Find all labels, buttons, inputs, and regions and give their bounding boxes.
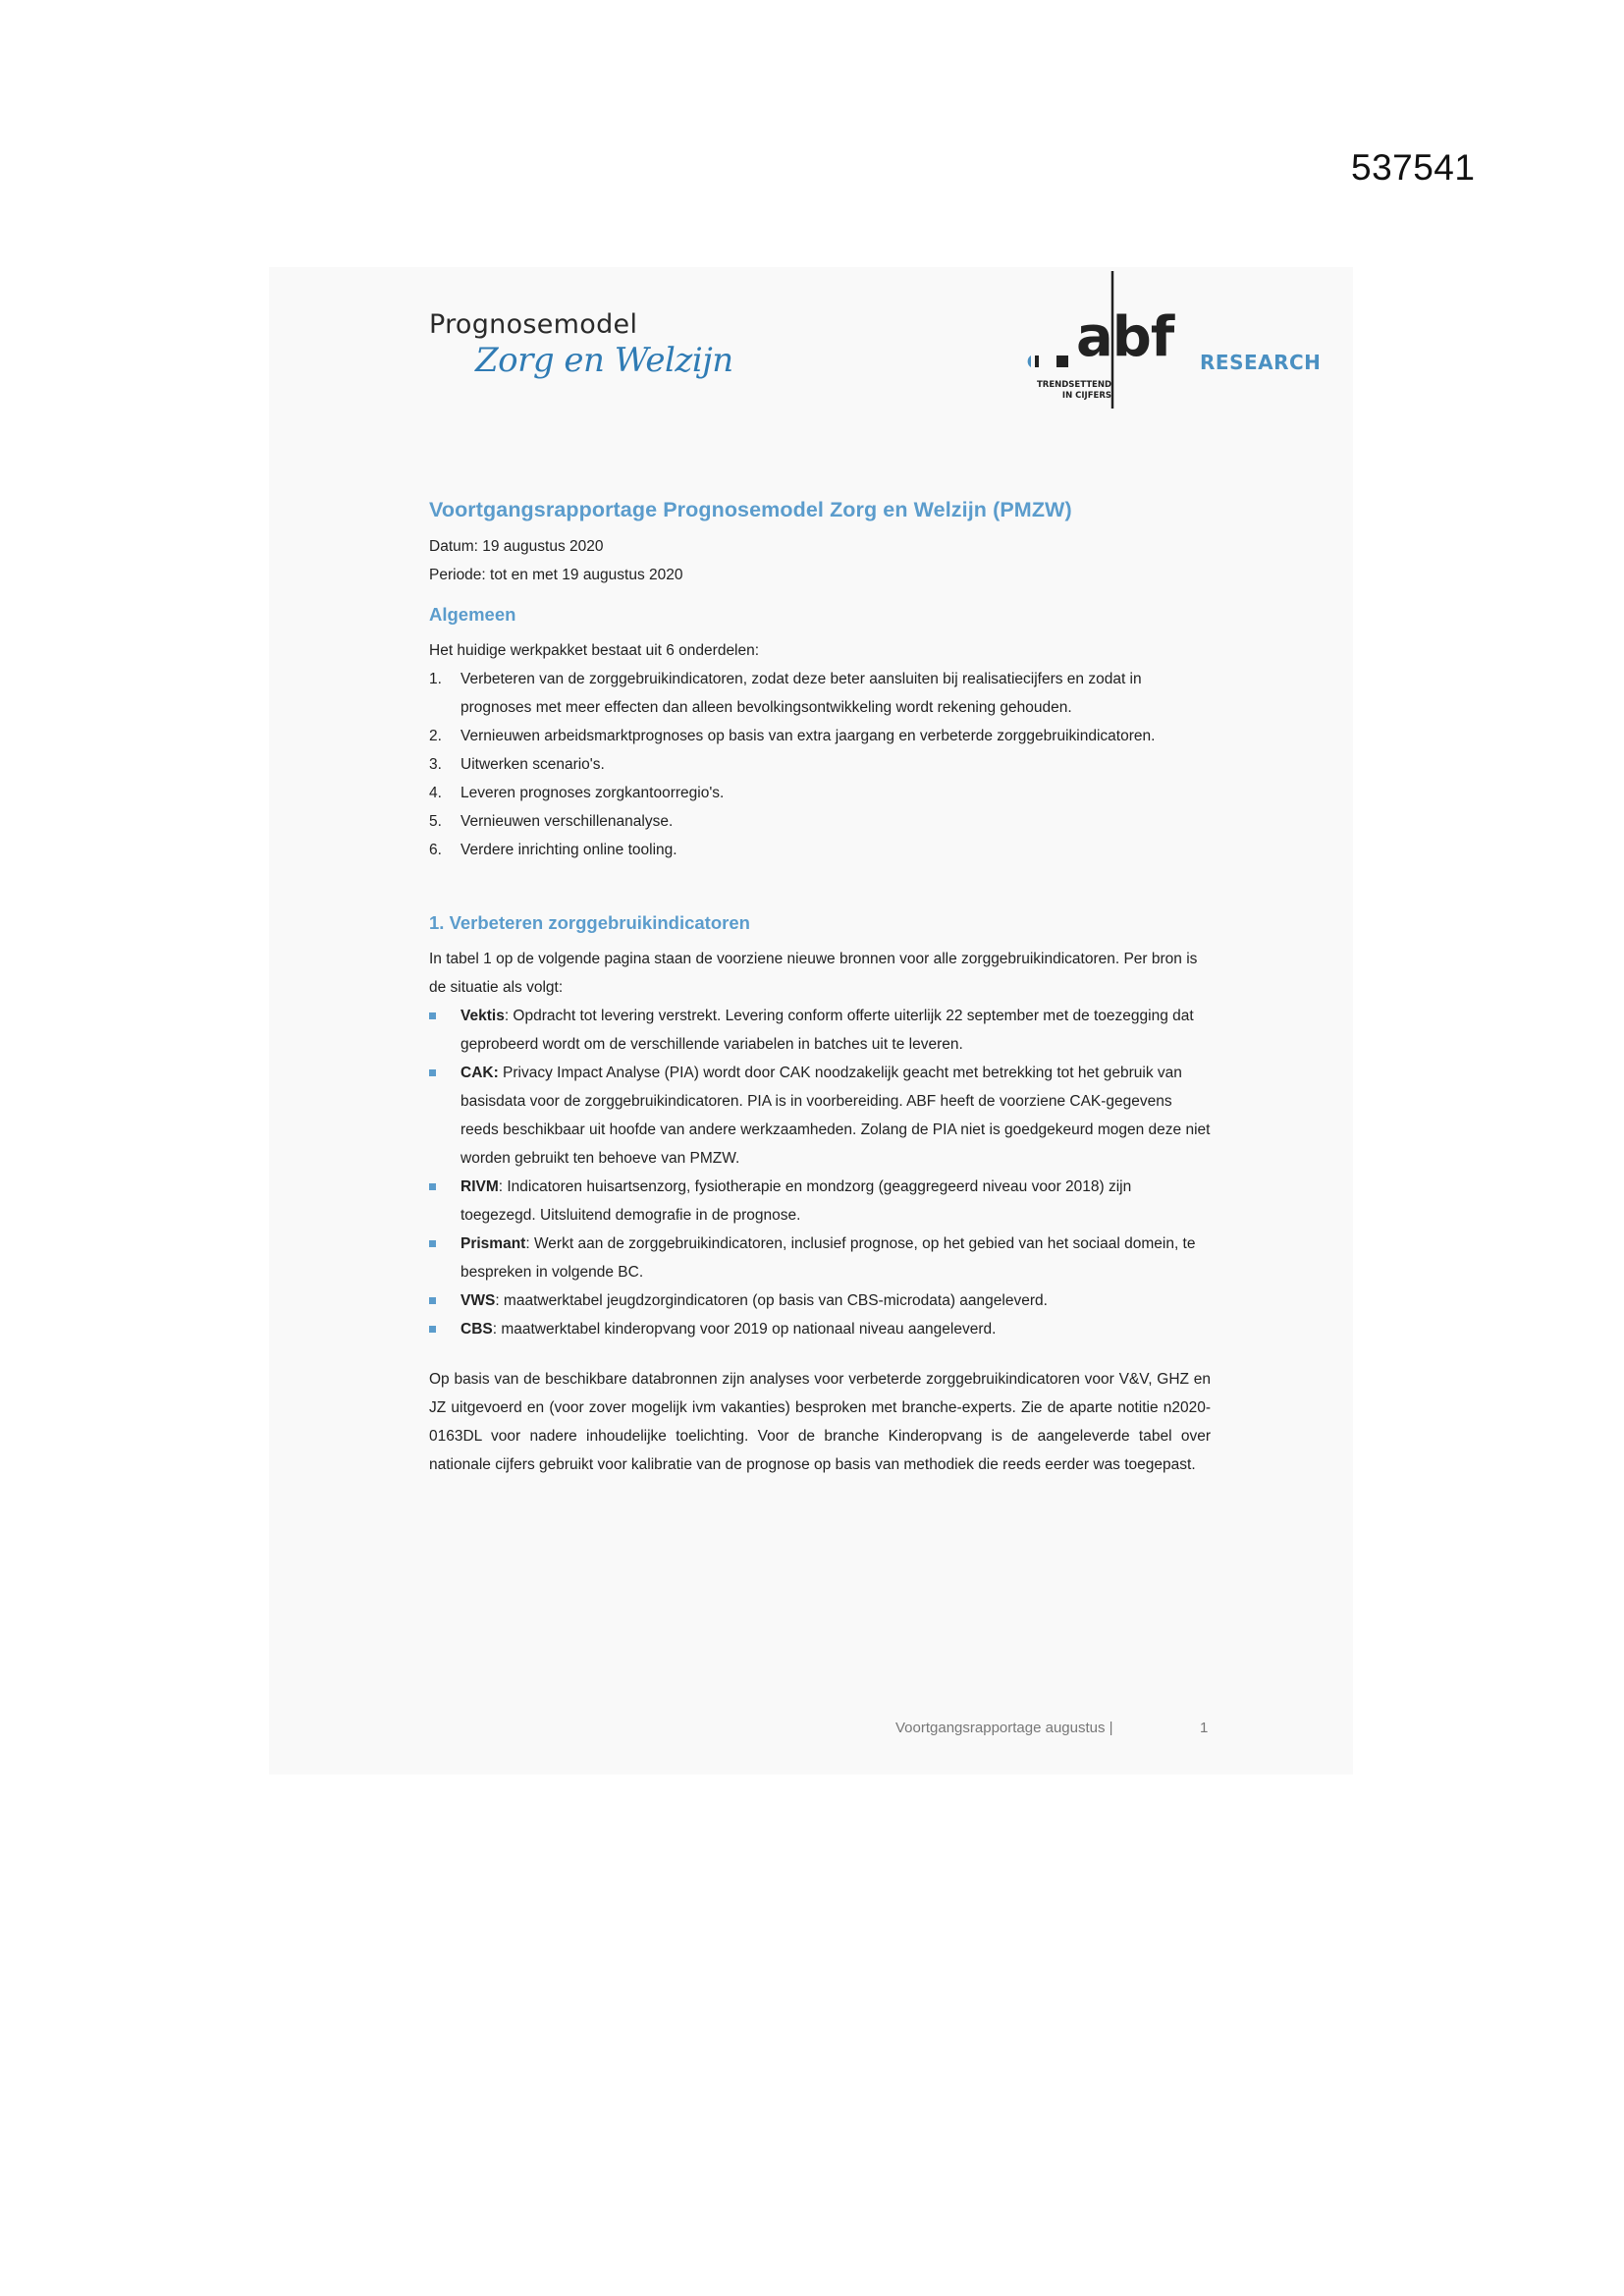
datum-line: Datum: 19 augustus 2020 — [429, 538, 604, 555]
pmzw-logo — [429, 309, 733, 380]
abf-tagline — [1021, 380, 1111, 402]
abf-research-label: RESEARCH — [1200, 351, 1322, 374]
list-item-text: Vernieuwen arbeidsmarktprognoses op basis van extra jaargang en verbeterde zorggebruikindicatoren. — [460, 728, 1156, 744]
source-status-list — [429, 1002, 1211, 1343]
list-item — [429, 722, 1211, 750]
document-title: Voortgangsrapportage Prognosemodel Zorg en Welzijn (PMZW) — [429, 498, 1072, 521]
list-item — [429, 807, 1211, 836]
meta-block — [429, 532, 1211, 589]
list-item — [429, 1002, 1211, 1059]
pmzw-logo-line1: Prognosemodel — [429, 309, 638, 340]
list-item-number: 4. — [429, 785, 442, 801]
source-text: : maatwerktabel jeugdzorgindicatoren (op basis van CBS-microdata) aangeleverd. — [495, 1292, 1048, 1309]
algemeen-intro: Het huidige werkpakket bestaat uit 6 onderdelen: — [429, 642, 760, 659]
list-item — [429, 1173, 1211, 1230]
square-bullet-icon — [429, 1069, 436, 1076]
source-label: Prismant — [460, 1235, 526, 1252]
list-item-number: 3. — [429, 756, 442, 773]
list-item-text: Leveren prognoses zorgkantoorregio's. — [460, 785, 725, 801]
list-item-text: Vernieuwen verschillenanalyse. — [460, 813, 674, 830]
list-item — [429, 779, 1211, 807]
list-item — [429, 1230, 1211, 1286]
document-body — [429, 491, 1211, 1479]
square-bullet-icon — [429, 1183, 436, 1190]
source-label: Vektis — [460, 1008, 505, 1024]
source-label: VWS — [460, 1292, 496, 1309]
document-number: 537541 — [1351, 147, 1476, 188]
source-text: : maatwerktabel kinderopvang voor 2019 op nationaal niveau aangeleverd. — [492, 1321, 997, 1338]
list-item-text: Verdere inrichting online tooling. — [460, 842, 677, 858]
abf-tagline-line1: TRENDSETTEND — [1036, 380, 1111, 390]
section1-closing-paragraph: Op basis van de beschikbare databronnen zijn analyses voor verbeterde zorggebruikindicatoren voor V&V, GHZ en JZ uitgevoerd en (voor zover mogelijk ivm vakanties) besproken met branche-experts. Zie de aparte notitie n2020-0163DL voor nadere inhoudelijke toelichting. Voor de branche Kinderopvang is de aangeleverde tabel over nationale cijfers gebruikt voor kalibratie van de prognose op basis van methodiek die reeds eerder was toegepast. — [429, 1371, 1211, 1473]
abf-tagline-line2: IN CIJFERS — [1061, 391, 1111, 401]
list-item — [429, 1059, 1211, 1173]
list-item — [429, 1286, 1211, 1315]
periode-line: Periode: tot en met 19 augustus 2020 — [429, 567, 683, 583]
source-label: RIVM — [460, 1178, 499, 1195]
abf-wordmark: abf — [1076, 305, 1174, 369]
list-item-number: 2. — [429, 728, 442, 744]
source-label: CAK: — [460, 1065, 499, 1081]
work-package-list — [429, 665, 1211, 864]
footer-label: Voortgangsrapportage augustus | — [895, 1720, 1113, 1736]
square-bullet-icon — [429, 1240, 436, 1247]
section-heading-algemeen: Algemeen — [429, 604, 516, 625]
footer-page-number: 1 — [1200, 1720, 1209, 1736]
square-bullet-icon — [429, 1297, 436, 1304]
section-verbeteren — [429, 909, 1211, 1479]
list-item-number: 5. — [429, 813, 442, 830]
list-item — [429, 750, 1211, 779]
source-text: Privacy Impact Analyse (PIA) wordt door CAK noodzakelijk geacht met betrekking tot het gebruik van basisdata voor de zorggebruikindicatoren. PIA is in voorbereiding. ABF heeft de voorziene CAK-gegevens reeds beschikbaar uit hoofde van andere werkzaamheden. Zolang de PIA niet is goedgekeurd mogen deze niet worden gebruikt ten behoeve van PMZW. — [460, 1065, 1211, 1167]
source-text: : Werkt aan de zorggebruikindicatoren, inclusief prognose, op het gebied van het sociaal domein, te bespreken in volgende BC. — [460, 1235, 1196, 1281]
section-algemeen — [429, 601, 1211, 864]
list-item-text: Uitwerken scenario's. — [460, 756, 605, 773]
square-bullet-icon — [429, 1326, 436, 1333]
source-text: : Opdracht tot levering verstrekt. Levering conform offerte uiterlijk 22 september met de toezegging dat geprobeerd wordt om de verschillende variabelen in batches uit te leveren. — [460, 1008, 1194, 1053]
square-bullet-icon — [429, 1012, 436, 1019]
list-item — [429, 665, 1211, 722]
list-item-text: Verbeteren van de zorggebruikindicatoren, zodat deze beter aansluiten bij realisatiecijfers en zodat in prognoses met meer effecten dan alleen bevolkingsontwikkeling wordt rekening gehouden. — [460, 671, 1142, 716]
section-heading-verbeteren: 1. Verbeteren zorggebruikindicatoren — [429, 912, 750, 933]
list-item-number: 6. — [429, 842, 442, 858]
abf-research-logo — [1017, 271, 1322, 409]
pmzw-logo-line2: Zorg en Welzijn — [475, 341, 733, 380]
list-item — [429, 1315, 1211, 1343]
source-label: CBS — [460, 1321, 493, 1338]
source-text: : Indicatoren huisartsenzorg, fysiotherapie en mondzorg (geaggregeerd niveau voor 2018) zijn toegezegd. Uitsluitend demografie in de prognose. — [460, 1178, 1132, 1224]
section1-intro: In tabel 1 op de volgende pagina staan de voorziene nieuwe bronnen voor alle zorggebruikindicatoren. Per bron is de situatie als volgt: — [429, 951, 1198, 996]
list-item — [429, 836, 1211, 864]
list-item-number: 1. — [429, 671, 442, 687]
